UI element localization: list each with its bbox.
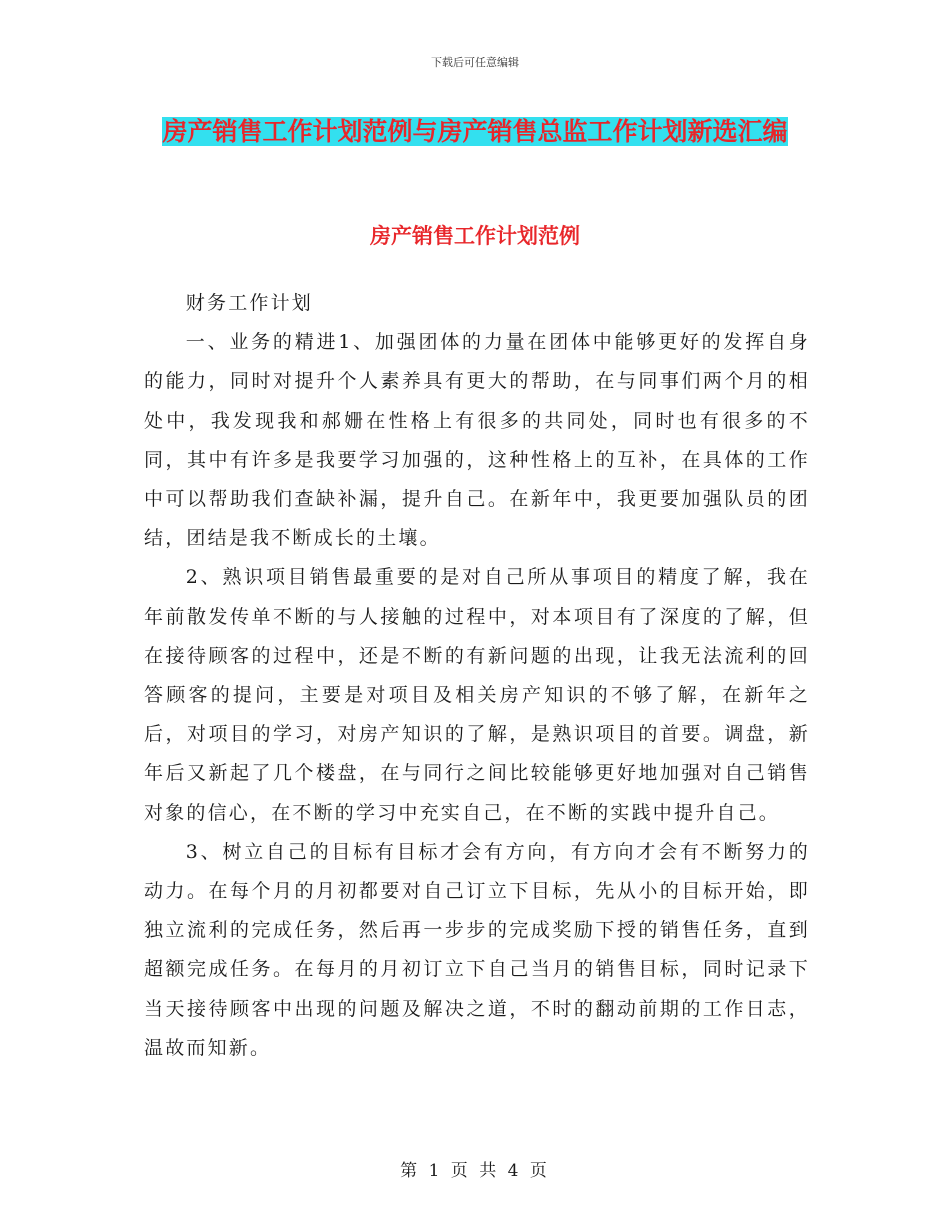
document-title	[145, 110, 805, 154]
document-title-text: 房产销售工作计划范例与房产销售总监工作计划新选汇编	[162, 117, 788, 146]
page-footer: 第 1 页 共 4 页	[400, 1161, 550, 1181]
section-title: 房产销售工作计划范例	[370, 224, 580, 248]
paragraph: 一、业务的精进1、加强团体的力量在团体中能够更好的发挥自身的能力，同时对提升个人素养具有更大的帮助，在与同事们两个月的相处中，我发现我和郝姗在性格上有很多的共同处，同时也有很多的不同，其中有许多是我要学习加强的，这种性格上的互补，在具体的工作中可以帮助我们查缺补漏，提升自己。在新年中，我更要加强队员的团结，团结是我不断成长的土壤。	[144, 331, 810, 550]
paragraph: 2、熟识项目销售最重要的是对自己所从事项目的精度了解，我在年前散发传单不断的与人接触的过程中，对本项目有了深度的了解，但在接待顾客的过程中，还是不断的有新问题的出现，让我无法流利的回答顾客的提问，主要是对项目及相关房产知识的不够了解，在新年之后，对项目的学习，对房产知识的了解，是熟识项目的首要。调盘，新年后又新起了几个楼盘，在与同行之间比较能够更好地加强对自己销售对象的信心，在不断的学习中充实自己，在不断的实践中提升自己。	[144, 566, 810, 824]
paragraph: 3、树立自己的目标有目标才会有方向，有方向才会有不断努力的动力。在每个月的月初都要对自己订立下目标，先从小的目标开始，即独立流利的完成任务，然后再一步步的完成奖励下授的销售任务，直到超额完成任务。在每月的月初订立下自己当月的销售目标，同时记录下当天接待顾客中出现的问题及解决之道，不时的翻动前期的工作日志，温故而知新。	[144, 840, 810, 1059]
document-body	[144, 284, 810, 1068]
page-header-note: 下载后可任意编辑	[431, 56, 519, 69]
paragraph-heading: 财务工作计划	[185, 292, 313, 314]
